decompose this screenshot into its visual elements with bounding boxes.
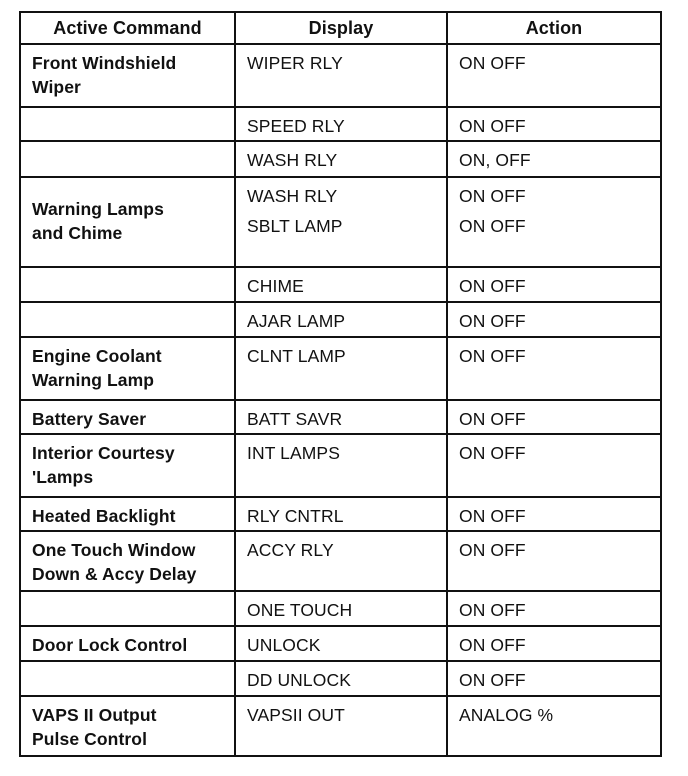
action-value: ON OFF bbox=[459, 635, 526, 655]
action-value: ON OFF bbox=[459, 276, 526, 296]
table-row bbox=[20, 497, 661, 531]
display-value: ONE TOUCH bbox=[247, 600, 353, 620]
table-body bbox=[20, 44, 661, 756]
action-cell bbox=[447, 400, 661, 434]
action-cell bbox=[447, 177, 661, 267]
command-cell bbox=[20, 44, 235, 107]
table-row bbox=[20, 107, 661, 141]
table-row bbox=[20, 531, 661, 591]
display-cell bbox=[235, 497, 447, 531]
display-cell bbox=[235, 302, 447, 337]
display-cell bbox=[235, 267, 447, 302]
action-cell bbox=[447, 107, 661, 141]
display-cell bbox=[235, 591, 447, 626]
table-header bbox=[20, 12, 661, 44]
display-cell bbox=[235, 434, 447, 497]
action-cell bbox=[447, 626, 661, 661]
action-value: ON OFF bbox=[459, 409, 526, 429]
command-line: Front Windshield bbox=[32, 53, 177, 73]
display-value: BATT SAVR bbox=[247, 409, 343, 429]
display-value: AJAR LAMP bbox=[247, 311, 346, 331]
display-value: INT LAMPS bbox=[247, 443, 340, 463]
display-cell bbox=[235, 626, 447, 661]
action-cell bbox=[447, 696, 661, 756]
command-cell bbox=[20, 302, 235, 337]
command-cell bbox=[20, 177, 235, 267]
action-value: ANALOG % bbox=[459, 705, 554, 725]
display-value: DD UNLOCK bbox=[247, 670, 351, 690]
command-line: and Chime bbox=[32, 223, 123, 243]
command-line: Warning Lamps bbox=[32, 199, 164, 219]
table-row bbox=[20, 591, 661, 626]
display-value: UNLOCK bbox=[247, 635, 321, 655]
display-cell bbox=[235, 337, 447, 400]
table-row bbox=[20, 626, 661, 661]
header-row bbox=[20, 12, 661, 44]
action-cell bbox=[447, 531, 661, 591]
display-cell bbox=[235, 44, 447, 107]
action-value: ON OFF bbox=[459, 670, 526, 690]
display-value: CLNT LAMP bbox=[247, 346, 346, 366]
display-cell bbox=[235, 141, 447, 177]
action-cell bbox=[447, 302, 661, 337]
header-active-command: Active Command bbox=[20, 12, 235, 44]
table-row bbox=[20, 141, 661, 177]
active-command-table bbox=[19, 11, 662, 757]
display-value: SPEED RLY bbox=[247, 116, 345, 136]
table-row bbox=[20, 661, 661, 696]
table-row bbox=[20, 267, 661, 302]
command-cell bbox=[20, 591, 235, 626]
action-value: ON OFF bbox=[459, 506, 526, 526]
action-cell bbox=[447, 434, 661, 497]
command-cell bbox=[20, 107, 235, 141]
action-value: ON OFF bbox=[459, 540, 526, 560]
action-value: ON OFF bbox=[459, 346, 526, 366]
action-value: ON OFF bbox=[459, 443, 526, 463]
action-value: ON OFF bbox=[459, 600, 526, 620]
display-value: RLY CNTRL bbox=[247, 506, 344, 526]
command-line: Wiper bbox=[32, 77, 81, 97]
table-row bbox=[20, 177, 661, 267]
header-action: Action bbox=[447, 12, 661, 44]
command-cell bbox=[20, 267, 235, 302]
action-value: ON OFF bbox=[459, 53, 526, 73]
action-cell bbox=[447, 267, 661, 302]
command-line: 'Lamps bbox=[32, 467, 94, 487]
command-cell bbox=[20, 434, 235, 497]
command-line: Down & Accy Delay bbox=[32, 564, 197, 584]
command-line: Warning Lamp bbox=[32, 370, 155, 390]
display-value: VAPSII OUT bbox=[247, 705, 345, 725]
action-value: ON OFF bbox=[459, 216, 526, 236]
command-line: Engine Coolant bbox=[32, 346, 162, 366]
action-value: ON OFF bbox=[459, 186, 526, 206]
command-cell bbox=[20, 497, 235, 531]
action-value: ON OFF bbox=[459, 311, 526, 331]
display-cell bbox=[235, 696, 447, 756]
command-cell bbox=[20, 141, 235, 177]
header-display: Display bbox=[235, 12, 447, 44]
display-value: ACCY RLY bbox=[247, 540, 334, 560]
action-cell bbox=[447, 591, 661, 626]
command-cell bbox=[20, 626, 235, 661]
display-cell bbox=[235, 661, 447, 696]
command-line: Heated Backlight bbox=[32, 506, 176, 526]
command-cell bbox=[20, 400, 235, 434]
command-line: Interior Courtesy bbox=[32, 443, 175, 463]
command-line: Pulse Control bbox=[32, 729, 148, 749]
action-cell bbox=[447, 44, 661, 107]
display-value: SBLT LAMP bbox=[247, 216, 343, 236]
command-line: Battery Saver bbox=[32, 409, 147, 429]
table-row bbox=[20, 44, 661, 107]
table-row bbox=[20, 337, 661, 400]
display-value: WIPER RLY bbox=[247, 53, 343, 73]
action-cell bbox=[447, 661, 661, 696]
command-line: VAPS II Output bbox=[32, 705, 157, 725]
action-cell bbox=[447, 497, 661, 531]
command-cell bbox=[20, 661, 235, 696]
table-row bbox=[20, 302, 661, 337]
action-value: ON OFF bbox=[459, 116, 526, 136]
command-line: One Touch Window bbox=[32, 540, 196, 560]
table-row bbox=[20, 696, 661, 756]
table-row bbox=[20, 434, 661, 497]
display-cell bbox=[235, 400, 447, 434]
display-cell bbox=[235, 177, 447, 267]
display-value: CHIME bbox=[247, 276, 304, 296]
table-row bbox=[20, 400, 661, 434]
command-cell bbox=[20, 531, 235, 591]
display-value: WASH RLY bbox=[247, 150, 338, 170]
display-cell bbox=[235, 531, 447, 591]
action-cell bbox=[447, 141, 661, 177]
action-cell bbox=[447, 337, 661, 400]
display-value: WASH RLY bbox=[247, 186, 338, 206]
display-cell bbox=[235, 107, 447, 141]
command-line: Door Lock Control bbox=[32, 635, 188, 655]
action-value: ON, OFF bbox=[459, 150, 531, 170]
command-cell bbox=[20, 696, 235, 756]
command-cell bbox=[20, 337, 235, 400]
